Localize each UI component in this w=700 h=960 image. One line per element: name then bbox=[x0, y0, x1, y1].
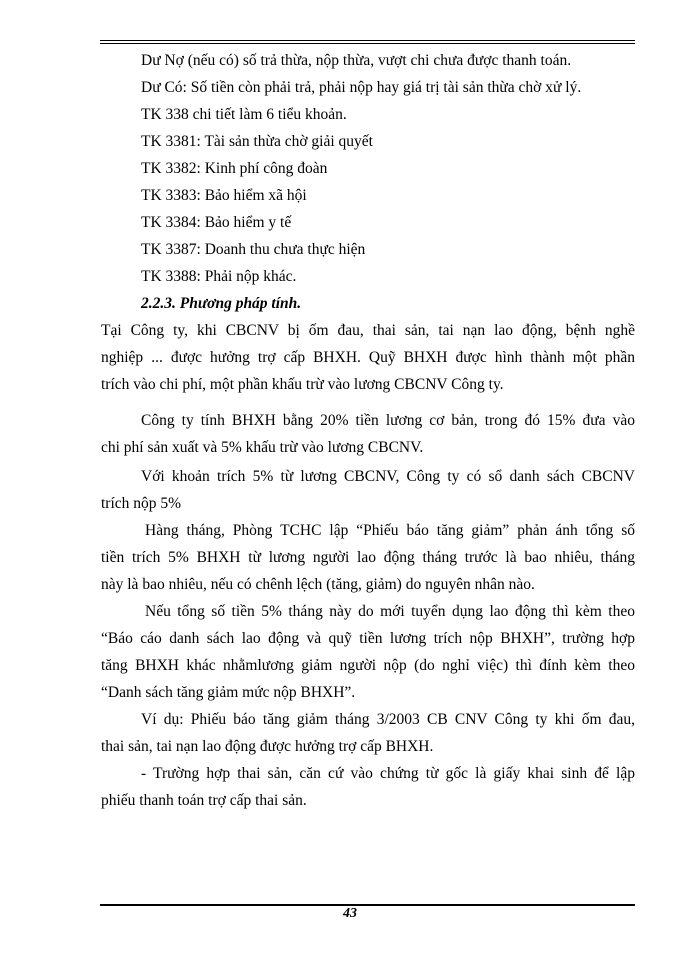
text-line: trích vào chi phí, một phần khấu trừ vào lương CBCNV Công ty. bbox=[101, 376, 504, 393]
text-line: này là bao nhiêu, nếu có chênh lệch (tăng, giảm) do nguyên nhân nào. bbox=[101, 576, 535, 593]
text-line: tiền trích 5% BHXH từ lương người lao động tháng trước là bao nhiêu, tháng bbox=[101, 549, 635, 566]
text-line: - Trường hợp thai sản, căn cứ vào chứng từ gốc là giấy khai sinh để lập bbox=[141, 765, 635, 782]
text-line: Dư Có: Số tiền còn phải trả, phải nộp hay giá trị tài sản thừa chờ xử lý. bbox=[141, 79, 582, 96]
text-line: Ví dụ: Phiếu báo tăng giảm tháng 3/2003 CB CNV Công ty khi ốm đau, bbox=[141, 711, 635, 728]
page-number: 43 bbox=[343, 906, 357, 921]
text-line: Nếu tổng số tiền 5% tháng này do mới tuyển dụng lao động thì kèm theo bbox=[145, 603, 635, 620]
text-line: “Danh sách tăng giảm mức nộp BHXH”. bbox=[101, 684, 356, 701]
text-line: Tại Công ty, khi CBCNV bị ốm đau, thai sản, tai nạn lao động, bệnh nghề bbox=[101, 322, 635, 339]
text-line: trích nộp 5% bbox=[101, 495, 182, 512]
text-line: nghiệp ... được hưởng trợ cấp BHXH. Quỹ BHXH được hình thành một phần bbox=[101, 349, 635, 366]
text-line: phiếu thanh toán trợ cấp thai sản. bbox=[101, 792, 307, 809]
text-line: Công ty tính BHXH bằng 20% tiền lương cơ bản, trong đó 15% đưa vào bbox=[141, 412, 635, 429]
text-line: TK 338 chi tiết làm 6 tiểu khoản. bbox=[141, 106, 347, 123]
text-line: TK 3382: Kinh phí công đoàn bbox=[141, 160, 328, 177]
text-line: TK 3388: Phải nộp khác. bbox=[141, 268, 297, 285]
text-line: TK 3383: Bảo hiểm xã hội bbox=[141, 187, 307, 204]
section-heading: 2.2.3. Phương pháp tính. bbox=[141, 295, 302, 312]
text-line: Dư Nợ (nếu có) số trả thừa, nộp thừa, vượt chi chưa được thanh toán. bbox=[141, 52, 572, 69]
text-line: TK 3384: Bảo hiểm y tế bbox=[141, 214, 292, 231]
text-line: TK 3387: Doanh thu chưa thực hiện bbox=[141, 241, 366, 258]
text-line: tăng BHXH khác nhằmlương giảm người nộp (do nghỉ việc) thì đính kèm theo bbox=[101, 657, 635, 674]
header-rule bbox=[100, 40, 635, 44]
text-line: chi phí sản xuất và 5% khấu trừ vào lương CBCNV. bbox=[101, 439, 424, 456]
text-line: Hàng tháng, Phòng TCHC lập “Phiếu báo tăng giảm” phản ánh tổng số bbox=[145, 522, 635, 539]
text-line: “Báo cáo danh sách lao động và quỹ tiền lương trích nộp BHXH”, trường hợp bbox=[101, 630, 635, 647]
text-line: Với khoản trích 5% từ lương CBCNV, Công ty có sổ danh sách CBCNV bbox=[141, 468, 635, 485]
text-line: thai sản, tai nạn lao động được hưởng trợ cấp BHXH. bbox=[101, 738, 434, 755]
text-line: TK 3381: Tài sản thừa chờ giải quyết bbox=[141, 133, 373, 150]
